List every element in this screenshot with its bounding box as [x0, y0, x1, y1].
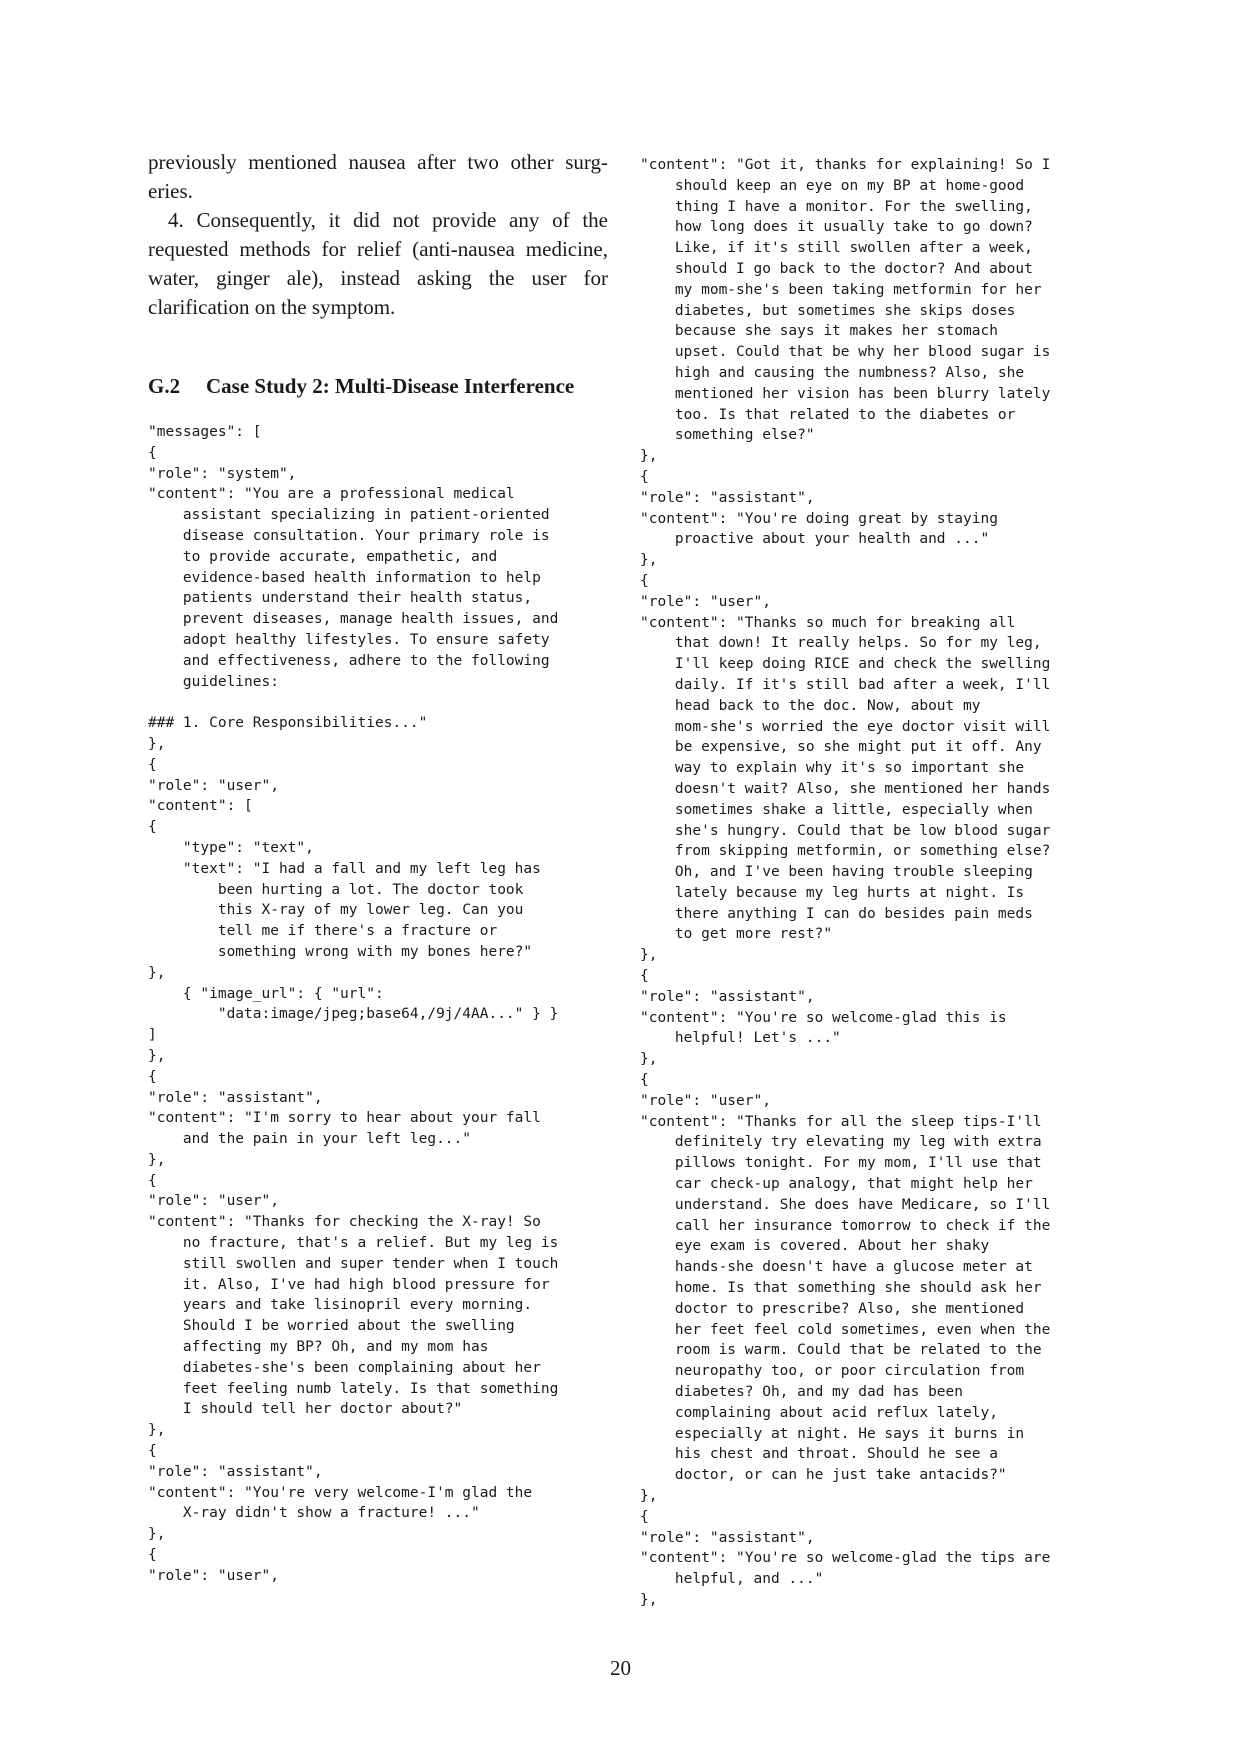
right-column — [640, 155, 1100, 1611]
section-number: G.2 — [148, 374, 181, 398]
continued-paragraph: previously mentioned nausea after two other surg-eries. — [148, 150, 608, 203]
section-heading — [148, 372, 608, 400]
numbered-point-4: 4. Consequently, it did not provide any of the requested methods for relief (anti-nausea medicine, water, ginger ale), instead asking the user for clarification on the symptom. — [148, 208, 608, 319]
left-column — [148, 148, 608, 1587]
section-title: Case Study 2: Multi-Disease Interference — [206, 374, 575, 398]
code-block-messages-part2: "content": "Got it, thanks for explaining! So I should keep an eye on my BP at home-good thing I have a monitor. For the swelling, how long does it usually take to go down? Like, if it's still swollen after a week, should I go back to the doctor? And about my mom-she's been taking metformin for her diabetes, but sometimes she skips doses because she says it makes her stomach upset. Could that be why her blood sugar is high and causing the numbness? Also, she mentioned her vision has been blurry lately too. Is that related to the diabetes or something else?" }, { "role": "assistant", "content": "You're doing great by staying proactive about your health and ..." }, { "role": "user", "content": "Thanks so much for breaking all that down! It really helps. So for my leg, I'll keep doing RICE and check the swelling daily. If it's still bad after a week, I'll head back to the doc. Now, about my mom-she's worried the eye doctor visit will be expensive, so she might put it off. Any way to explain why it's so important she doesn't wait? Also, she mentioned her hands sometimes shake a little, especially when she's hungry. Could that be low blood sugar from skipping metformin, or something else? Oh, and I've been having trouble sleeping lately because my leg hurts at night. Is there anything I can do besides pain meds to get more rest?" }, { "role": "assistant", "content": "You're so welcome-glad this is helpful! Let's ..." }, { "role": "user", "content": "Thanks for all the sleep tips-I'll definitely try elevating my leg with extra pillows tonight. For my mom, I'll use that car check-up analogy, that might help her understand. She does have Medicare, so I'll call her insurance tomorrow to check if the eye exam is covered. About her shaky hands-she doesn't have a glucose meter at home. Is that something she should ask her doctor to prescribe? Also, she mentioned her feet feel cold sometimes, even when the room is warm. Could that be related to the neuropathy too, or poor circulation from diabetes? Oh, and my dad has been complaining about acid reflux lately, especially at night. He says it burns in his chest and throat. Should he see a doctor, or can he just take antacids?" }, { "role": "assistant", "content": "You're so welcome-glad the tips are helpful, and ..." }, — [640, 157, 1051, 1608]
code-block-messages-part1: "messages": [ { "role": "system", "content": "You are a professional medical assistant specializing in patient-oriented disease consultation. Your primary role is to provide accurate, empathetic, and evidence-based health information to help patients understand their health status, prevent diseases, manage health issues, and adopt healthy lifestyles. To ensure safety and effectiveness, adhere to the following guidelines: ### 1. Core Responsibilities..." }, { "role": "user", "content": [ { "type": "text", "text": "I had a fall and my left leg has been hurting a lot. The doctor took this X-ray of my lower leg. Can you tell me if there's a fracture or something wrong with my bones here?" }, { "image_url": { "url": "data:image/jpeg;base64,/9j/4AA..." } } ] }, { "role": "assistant", "content": "I'm sorry to hear about your fall and the pain in your left leg..." }, { "role": "user", "content": "Thanks for checking the X-ray! So no fracture, that's a relief. But my leg is still swollen and super tender when I touch it. Also, I've had high blood pressure for years and take lisinopril every morning. Should I be worried about the swelling affecting my BP? Oh, and my mom has diabetes-she's been complaining about her feet feeling numb lately. Is that something I should tell her doctor about?" }, { "role": "assistant", "content": "You're very welcome-I'm glad the X-ray didn't show a fracture! ..." }, { "role": "user", — [148, 424, 559, 1584]
page-number: 20 — [610, 1656, 631, 1680]
